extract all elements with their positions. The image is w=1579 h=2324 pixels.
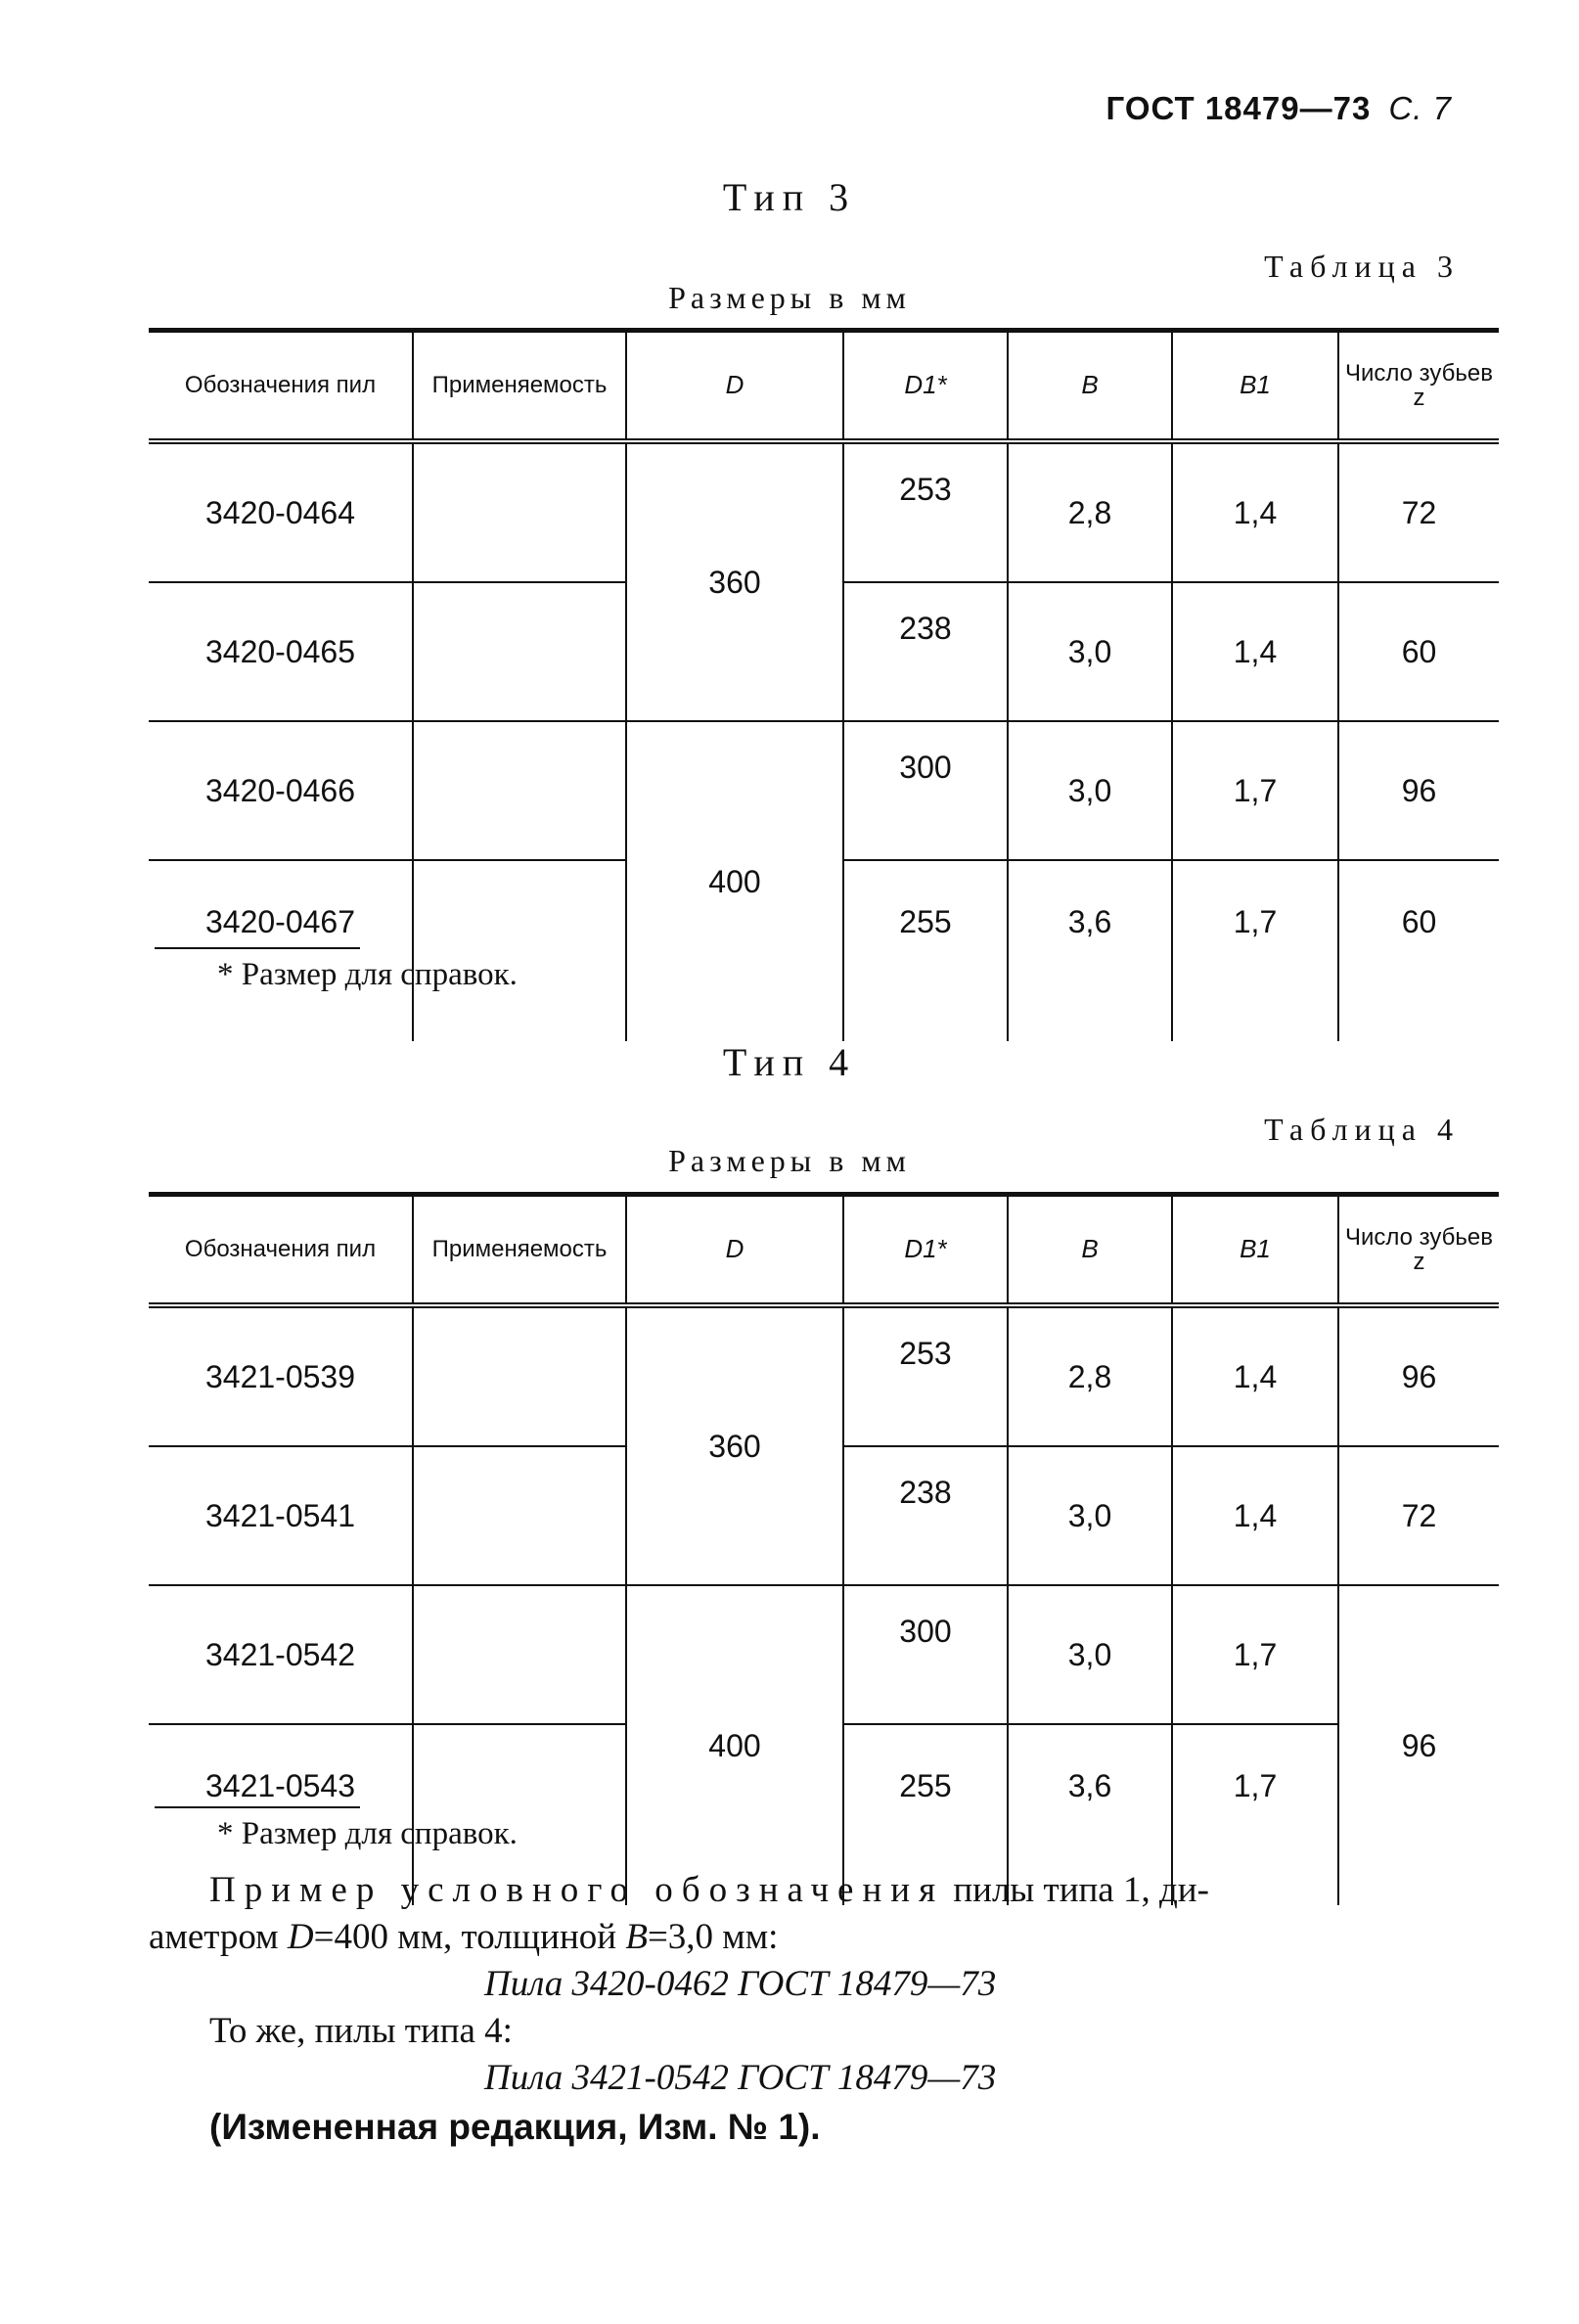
footnote-rule [155, 947, 360, 949]
table-3 [149, 328, 1499, 1041]
cell-b1: 1,4 [1172, 1446, 1338, 1585]
cell-d: 360 [626, 1305, 843, 1585]
col-header-designation: Обозначения пил [149, 1195, 413, 1306]
table4-label: Таблица 4 [1264, 1112, 1460, 1147]
table4-header-row [149, 1195, 1499, 1306]
example-line-2 [149, 1914, 778, 1961]
cell-code: 3420-0465 [149, 582, 413, 721]
cell-b1: 1,4 [1172, 582, 1338, 721]
cell-z: 60 [1338, 582, 1499, 721]
example-line-1 [209, 1867, 1501, 1914]
cell-d1: 255 [843, 1724, 1008, 1905]
col-header-d: D [626, 331, 843, 442]
designation-example-1: Пила 3420-0462 ГОСТ 18479—73 [484, 1964, 997, 2004]
cell-b: 2,8 [1008, 441, 1172, 582]
cell-z: 60 [1338, 860, 1499, 1041]
table4-units: Размеры в мм [668, 1143, 911, 1178]
cell-applicability [413, 1585, 626, 1724]
col-header-b1: B1 [1172, 331, 1338, 442]
cell-applicability [413, 721, 626, 860]
cell-z: 72 [1338, 1446, 1499, 1585]
cell-b: 3,6 [1008, 860, 1172, 1041]
cell-d: 400 [626, 1585, 843, 1905]
cell-b1: 1,4 [1172, 1305, 1338, 1446]
col-header-d: D [626, 1195, 843, 1306]
cell-z: 96 [1338, 1305, 1499, 1446]
cell-code: 3421-0539 [204, 1358, 356, 1394]
cell-b1: 1,4 [1172, 441, 1338, 582]
cell-code: 3420-0467 [149, 860, 413, 1041]
col-header-teeth: Число зубьев z [1338, 331, 1499, 442]
table3-units: Размеры в мм [668, 280, 911, 315]
cell-z: 96 [1338, 721, 1499, 860]
col-header-teeth: Число зубьев z [1338, 1195, 1499, 1306]
cell-d1: 253 [843, 441, 1008, 582]
running-head [1106, 90, 1452, 127]
cell-code: 3420-0464 [204, 494, 356, 530]
cell-d1: 253 [843, 1305, 1008, 1446]
cell-b1: 1,7 [1172, 1585, 1338, 1724]
col-header-b1: B1 [1172, 1195, 1338, 1306]
col-header-applicability: Применяемость [413, 331, 626, 442]
type4-title: Тип 4 [722, 1040, 857, 1084]
amendment-note: (Измененная редакция, Изм. № 1). [209, 2107, 821, 2147]
cell-z: 72 [1338, 441, 1499, 582]
table3-footnote: * Размер для справок. [217, 957, 518, 992]
col-header-d1: D1* [843, 1195, 1008, 1306]
cell-d1: 300 [843, 721, 1008, 860]
table4-footnote: * Размер для справок. [217, 1816, 518, 1851]
cell-b1: 1,7 [1172, 860, 1338, 1041]
footnote-rule [155, 1806, 360, 1808]
example-text: =3,0 мм: [647, 1917, 779, 1957]
table-row [149, 1585, 1499, 1724]
col-header-designation: Обозначения пил [149, 331, 413, 442]
cell-d1: 238 [843, 582, 1008, 721]
cell-applicability [413, 860, 626, 1041]
cell-applicability [413, 1305, 626, 1446]
table3-label: Таблица 3 [1264, 249, 1460, 284]
table-row [149, 1305, 1499, 1446]
cell-b: 3,0 [1008, 1585, 1172, 1724]
cell-code: 3421-0543 [149, 1724, 413, 1905]
variable-d: D [287, 1917, 314, 1957]
cell-d1: 255 [843, 860, 1008, 1041]
cell-d1: 238 [843, 1446, 1008, 1585]
cell-code: 3421-0541 [149, 1446, 413, 1585]
cell-b1: 1,7 [1172, 1724, 1338, 1905]
cell-b: 3,0 [1008, 1446, 1172, 1585]
cell-applicability [413, 582, 626, 721]
designation-example-2: Пила 3421-0542 ГОСТ 18479—73 [484, 2058, 997, 2098]
table3-header-row [149, 331, 1499, 442]
example-line1-rest: пилы типа 1, ди- [953, 1870, 1209, 1910]
example-text: аметром [149, 1917, 279, 1957]
col-header-b: B [1008, 1195, 1172, 1306]
same-type4-text: То же, пилы типа 4: [209, 2011, 513, 2051]
cell-d: 360 [626, 441, 843, 721]
cell-applicability [413, 441, 626, 582]
example-text: =400 мм, толщиной [313, 1917, 617, 1957]
cell-b1: 1,7 [1172, 721, 1338, 860]
col-header-b: B [1008, 331, 1172, 442]
cell-b: 3,6 [1008, 1724, 1172, 1905]
cell-d: 400 [626, 721, 843, 1041]
table-row [149, 721, 1499, 860]
cell-applicability [413, 1446, 626, 1585]
cell-z-merged: 96 [1338, 1585, 1499, 1905]
standard-number: ГОСТ 18479—73 [1105, 90, 1372, 126]
variable-b: B [625, 1917, 648, 1957]
cell-code: 3420-0466 [149, 721, 413, 860]
cell-b: 3,0 [1008, 721, 1172, 860]
cell-b: 2,8 [1008, 1305, 1172, 1446]
example-lead: Пример условного обозначения [209, 1870, 945, 1910]
page-number: С. 7 [1388, 90, 1452, 126]
table-4 [149, 1192, 1499, 1905]
cell-d1: 300 [843, 1585, 1008, 1724]
col-header-applicability: Применяемость [413, 1195, 626, 1306]
cell-b: 3,0 [1008, 582, 1172, 721]
type3-title: Тип 3 [722, 175, 857, 219]
col-header-d1: D1* [843, 331, 1008, 442]
table-row [149, 441, 1499, 582]
cell-code: 3421-0542 [149, 1585, 413, 1724]
